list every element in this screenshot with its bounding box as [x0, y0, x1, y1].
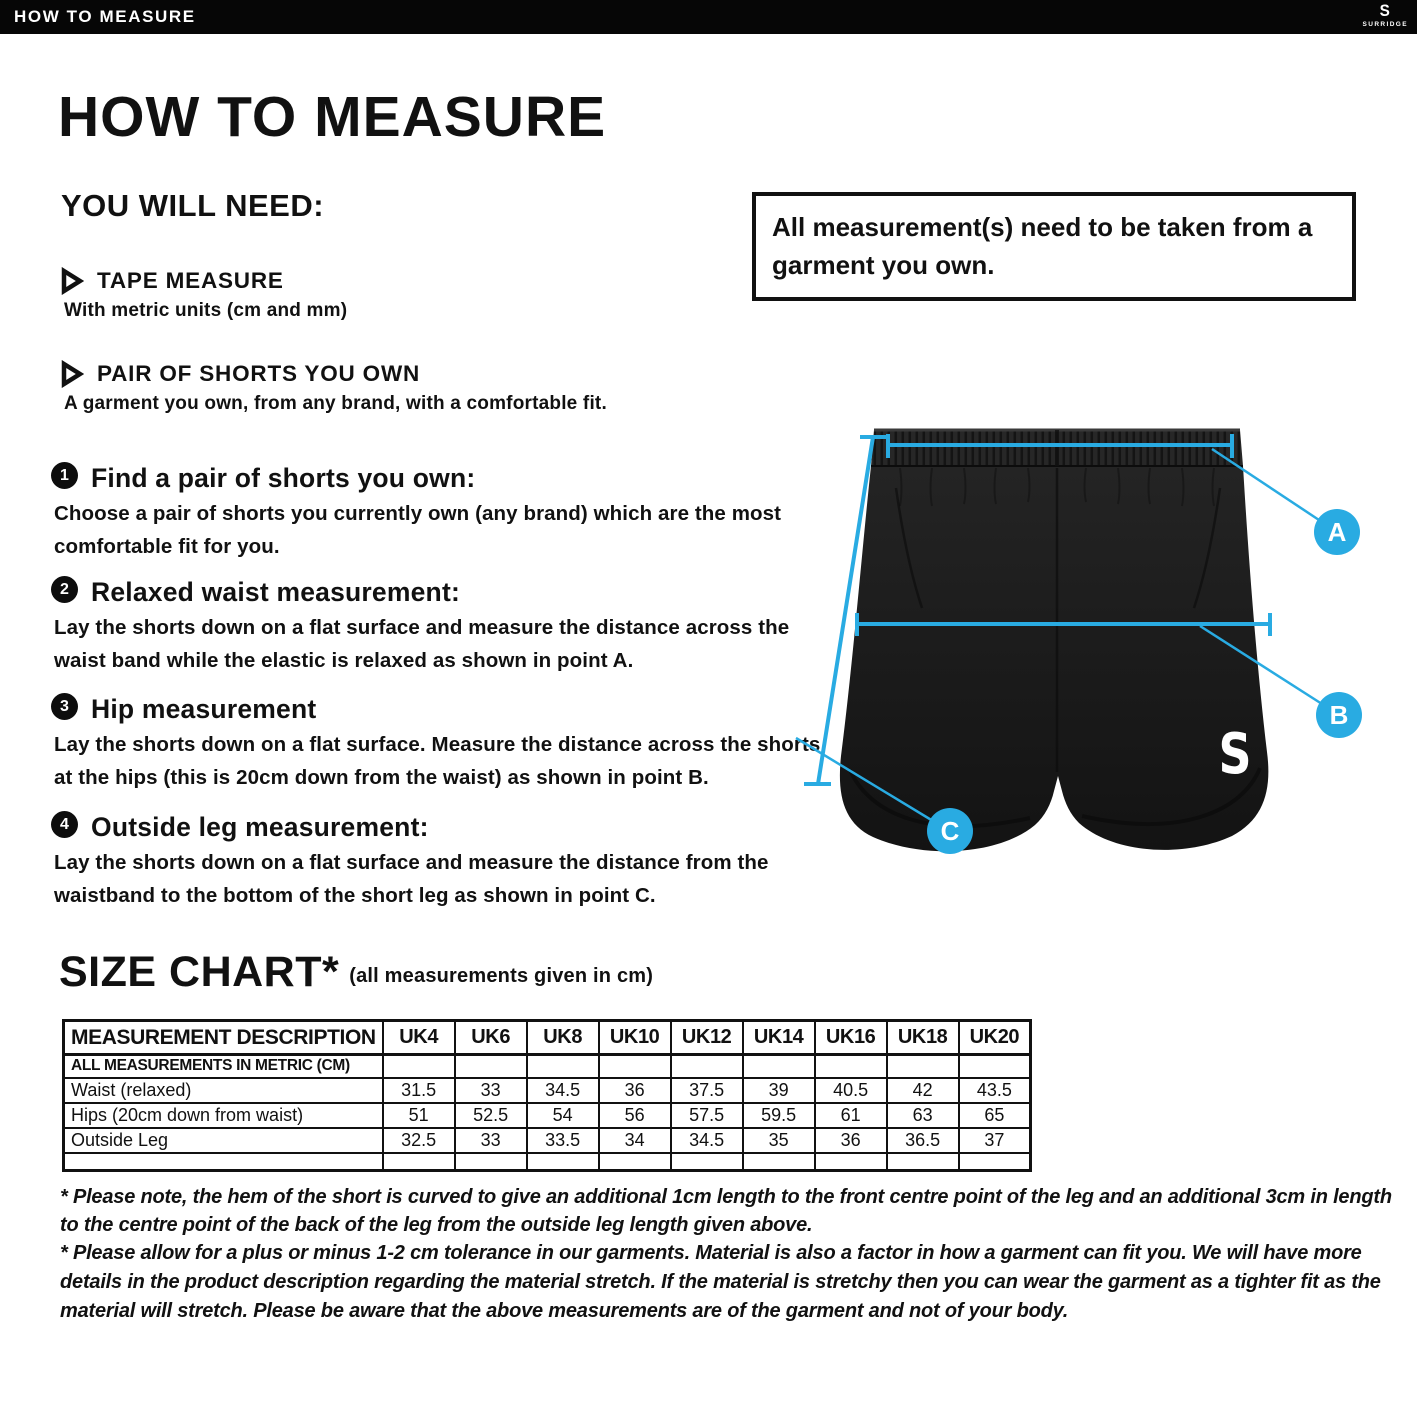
- col-header-uk12: UK12: [671, 1021, 743, 1055]
- col-header-uk20: UK20: [959, 1021, 1031, 1055]
- size-chart-units-note: (all measurements given in cm): [349, 965, 654, 987]
- cell: 36.5: [887, 1128, 959, 1153]
- shorts-measurement-diagram: [780, 400, 1417, 890]
- you-will-need-heading: YOU WILL NEED:: [61, 188, 325, 223]
- cell: 42: [887, 1078, 959, 1103]
- need-item-shorts-desc: A garment you own, from any brand, with a comfortable fit.: [64, 393, 607, 414]
- cell: 36: [815, 1128, 887, 1153]
- callout-a-label: A: [1327, 517, 1347, 547]
- empty-row: [64, 1153, 1031, 1171]
- row-label: Waist (relaxed): [64, 1078, 383, 1103]
- step-1-title: Find a pair of shorts you own:: [91, 463, 476, 493]
- cell: 34: [599, 1128, 671, 1153]
- col-header-description: MEASUREMENT DESCRIPTION: [64, 1021, 383, 1055]
- shorts-image: [840, 430, 1268, 851]
- triangle-bullet-icon: [60, 267, 84, 295]
- cell: 40.5: [815, 1078, 887, 1103]
- need-item-tape-measure-desc: With metric units (cm and mm): [64, 300, 348, 321]
- top-bar: [0, 0, 1417, 34]
- surridge-s-icon: S: [1380, 1, 1391, 20]
- cell: 34.5: [527, 1078, 599, 1103]
- cell: 33: [455, 1078, 527, 1103]
- step-4-description: Lay the shorts down on a flat surface and measure the distance from the waistband to the bottom of the short leg as shown in point C.: [54, 851, 769, 907]
- notice-box: All measurement(s) need to be taken from a garment you own.: [752, 192, 1356, 301]
- table-row-hips: [64, 1103, 1031, 1128]
- cell: 59.5: [743, 1103, 815, 1128]
- step-2-description: Lay the shorts down on a flat surface and measure the distance across the waist band while the elastic is relaxed as shown in point A.: [54, 616, 790, 672]
- surridge-logo: [1362, 1, 1408, 29]
- page-title: HOW TO MEASURE: [58, 85, 607, 149]
- need-item-tape-measure: TAPE MEASURE: [97, 268, 284, 293]
- size-chart-heading: [59, 948, 653, 997]
- cell: 43.5: [959, 1078, 1031, 1103]
- cell: 65: [959, 1103, 1031, 1128]
- col-header-uk4: UK4: [383, 1021, 455, 1055]
- cell: 32.5: [383, 1128, 455, 1153]
- size-chart-table: [62, 1019, 1032, 1172]
- table-row-waist: [64, 1078, 1031, 1103]
- need-item-shorts: PAIR OF SHORTS YOU OWN: [97, 361, 421, 386]
- col-header-uk8: UK8: [527, 1021, 599, 1055]
- cell: 54: [527, 1103, 599, 1128]
- cell: 36: [599, 1078, 671, 1103]
- col-header-uk18: UK18: [887, 1021, 959, 1055]
- footnote-tolerance: * Please allow for a plus or minus 1-2 cm tolerance in our garments. Material is also a factor in how a garment can fit you. We will have more details in the product description regarding the material stretch. If the material is stretchy then you can wear the garment as a tighter fit as the material will stretch. Please be aware that the above measurements are of the garment and not of your body.: [60, 1242, 1381, 1322]
- step-2-badge: 2: [51, 576, 78, 603]
- cell: 37: [959, 1128, 1031, 1153]
- size-chart-title: SIZE CHART*: [59, 948, 340, 996]
- metric-note-row: [64, 1055, 1031, 1078]
- cell: 63: [887, 1103, 959, 1128]
- callout-b-label: B: [1329, 700, 1349, 730]
- callout-c-label: C: [940, 816, 960, 846]
- step-3-description: Lay the shorts down on a flat surface. Measure the distance across the shorts at the hips (this is 20cm down from the waist) as shown in point B.: [54, 733, 821, 789]
- cell: 51: [383, 1103, 455, 1128]
- row-label: Hips (20cm down from waist): [64, 1103, 383, 1128]
- table-row-outside-leg: [64, 1128, 1031, 1153]
- step-3-title: Hip measurement: [91, 694, 317, 724]
- step-1-description: Choose a pair of shorts you currently own (any brand) which are the most comfortable fit for you.: [54, 502, 782, 558]
- row-label: Outside Leg: [64, 1128, 383, 1153]
- cell: 37.5: [671, 1078, 743, 1103]
- col-header-uk14: UK14: [743, 1021, 815, 1055]
- cell: 39: [743, 1078, 815, 1103]
- cell: 52.5: [455, 1103, 527, 1128]
- table-header-row: [64, 1021, 1031, 1055]
- surridge-wordmark: SURRIDGE: [1362, 21, 1408, 28]
- step-4-badge: 4: [51, 811, 78, 838]
- metric-note: ALL MEASUREMENTS IN METRIC (CM): [64, 1055, 383, 1078]
- col-header-uk10: UK10: [599, 1021, 671, 1055]
- surridge-s-logo-on-shorts: S: [1218, 721, 1252, 788]
- triangle-bullet-icon: [60, 360, 84, 388]
- cell: 33: [455, 1128, 527, 1153]
- cell: 57.5: [671, 1103, 743, 1128]
- col-header-uk6: UK6: [455, 1021, 527, 1055]
- step-1-badge: 1: [51, 462, 78, 489]
- step-3-badge: 3: [51, 693, 78, 720]
- cell: 61: [815, 1103, 887, 1128]
- step-4-title: Outside leg measurement:: [91, 812, 429, 842]
- cell: 31.5: [383, 1078, 455, 1103]
- cell: 34.5: [671, 1128, 743, 1153]
- cell: 35: [743, 1128, 815, 1153]
- step-2-title: Relaxed waist measurement:: [91, 577, 460, 607]
- footnote-hem-curve: * Please note, the hem of the short is curved to give an additional 1cm length to the front centre point of the leg and an additional 3cm in length to the centre point of the back of the leg from the outside leg length given above.: [60, 1186, 1392, 1236]
- top-bar-title: HOW TO MEASURE: [14, 7, 196, 26]
- col-header-uk16: UK16: [815, 1021, 887, 1055]
- cell: 33.5: [527, 1128, 599, 1153]
- cell: 56: [599, 1103, 671, 1128]
